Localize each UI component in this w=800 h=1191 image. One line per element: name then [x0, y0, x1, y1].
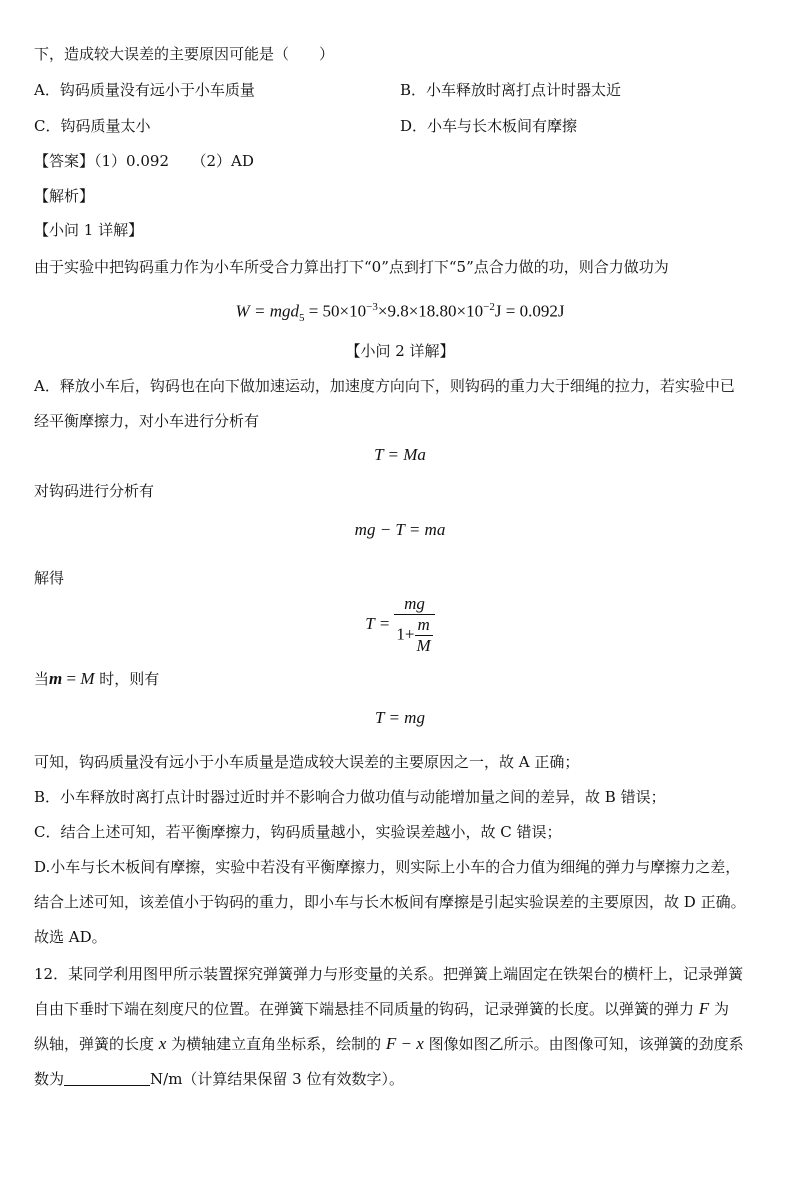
question-stem-tail: 下，造成较大误差的主要原因可能是（ ）	[34, 45, 335, 63]
question-12-line4	[34, 1069, 770, 1089]
option-a: A．钩码质量没有远小于小车质量	[34, 81, 255, 99]
mass-ratio-num: m	[415, 615, 433, 636]
question-12-line2	[34, 999, 770, 1019]
tension-den-pre: 1+	[396, 624, 415, 644]
conclusion-b: B．小车释放时离打点计时器过近时并不影响合力做功值与动能增加量之间的差异，故 B 错误；	[34, 788, 666, 806]
subquestion-1-heading: 【小问 1 详解】	[34, 221, 144, 239]
tension-denominator	[394, 615, 434, 656]
subquestion-2-heading: 【小问 2 详解】	[345, 342, 455, 360]
answer-line: 【答案】（1）0.092 （2）AD	[34, 152, 254, 170]
q12-l3-post: 图像如图乙所示。由图像可知，该弹簧的劲度系	[428, 1035, 744, 1053]
work-eq3: ×9.8×18.80×10	[377, 301, 484, 321]
tension-lhs: T =	[365, 613, 391, 633]
q12-l2-pre: 自由下垂时下端在刻度尺的位置。在弹簧下端悬挂不同质量的钩码，记录弹簧的长度。以弹簧的弹力	[34, 1000, 695, 1018]
when-M: M	[80, 669, 95, 688]
analysis-heading: 【解析】	[34, 187, 95, 205]
work-sub: 5	[298, 312, 305, 325]
when-post: 时，则有	[99, 670, 160, 688]
conclusion-d-line1: D.小车与长木板间有摩擦，实验中若没有平衡摩擦力，则实际上小车的合力值为细绳的弹力与摩擦力之差，	[34, 858, 741, 876]
conclusion-a: 可知，钩码质量没有远小于小车质量是造成较大误差的主要原因之一，故 A 正确；	[34, 753, 580, 771]
q12-l2-var: F	[698, 999, 710, 1018]
final-choice: 故选 AD。	[34, 928, 107, 946]
mass-ratio-den: M	[416, 636, 431, 655]
when-condition	[34, 669, 770, 689]
analysis-a-line2: 经平衡摩擦力，对小车进行分析有	[34, 412, 260, 430]
work-eq2: = 50×10	[304, 301, 367, 321]
equation-tension	[0, 594, 800, 656]
work-sup1: −3	[366, 301, 378, 313]
question-12-line1: 12．某同学利用图甲所示装置探究弹簧弹力与形变量的关系。把弹簧上端固定在铁架台的横杆上，记录弹簧	[34, 965, 744, 983]
subquestion-1-text: 由于实验中把钩码重力作为小车所受合力算出打下“0”点到打下“5”点合力做的功，则合力做功为	[34, 258, 669, 276]
option-c: C．钩码质量太小	[34, 117, 151, 135]
solve-text: 解得	[34, 569, 65, 587]
tension-fraction	[394, 594, 434, 656]
when-m: m	[49, 669, 63, 688]
q12-l4-pre: 数为	[34, 1070, 65, 1088]
work-eq4: J = 0.092J	[494, 301, 565, 321]
q12-l2-post: 为	[713, 1000, 729, 1018]
q12-l4-post: N/m（计算结果保留 3 位有效数字）。	[150, 1070, 404, 1088]
when-pre: 当	[34, 670, 50, 688]
option-d: D．小车与长木板间有摩擦	[400, 117, 578, 135]
work-lhs: W	[235, 301, 250, 321]
work-sup2: −2	[483, 301, 495, 313]
option-b: B．小车释放时离打点计时器太近	[400, 81, 622, 99]
work-equation	[0, 296, 800, 329]
equation-hook: mg − T = ma	[354, 520, 446, 539]
q12-l3-expr: F − x	[385, 1034, 424, 1053]
work-eq1: = mgd	[249, 301, 299, 321]
tension-numerator: mg	[394, 594, 434, 615]
question-12-line3	[34, 1034, 770, 1054]
equation-final: T = mg	[375, 708, 425, 727]
q12-l3-var: x	[158, 1034, 167, 1053]
analysis-a-line1: A．释放小车后，钩码也在向下做加速运动，加速度方向向下，则钩码的重力大于细绳的拉力，若实验中已	[34, 377, 735, 395]
conclusion-c: C．结合上述可知，若平衡摩擦力，钩码质量越小，实验误差越小，故 C 错误；	[34, 823, 562, 841]
q12-l3-mid: 为横轴建立直角坐标系，绘制的	[171, 1035, 382, 1053]
when-eq: =	[62, 669, 81, 688]
conclusion-d-line2: 结合上述可知，该差值小于钩码的重力，即小车与长木板间有摩擦是引起实验误差的主要原因，故 D 正确。	[34, 893, 746, 911]
mass-ratio	[415, 615, 433, 656]
equation-car: T = Ma	[374, 445, 426, 464]
hook-analysis-text: 对钩码进行分析有	[34, 482, 155, 500]
answer-blank	[64, 1069, 150, 1086]
q12-l3-pre: 纵轴，弹簧的长度	[34, 1035, 155, 1053]
